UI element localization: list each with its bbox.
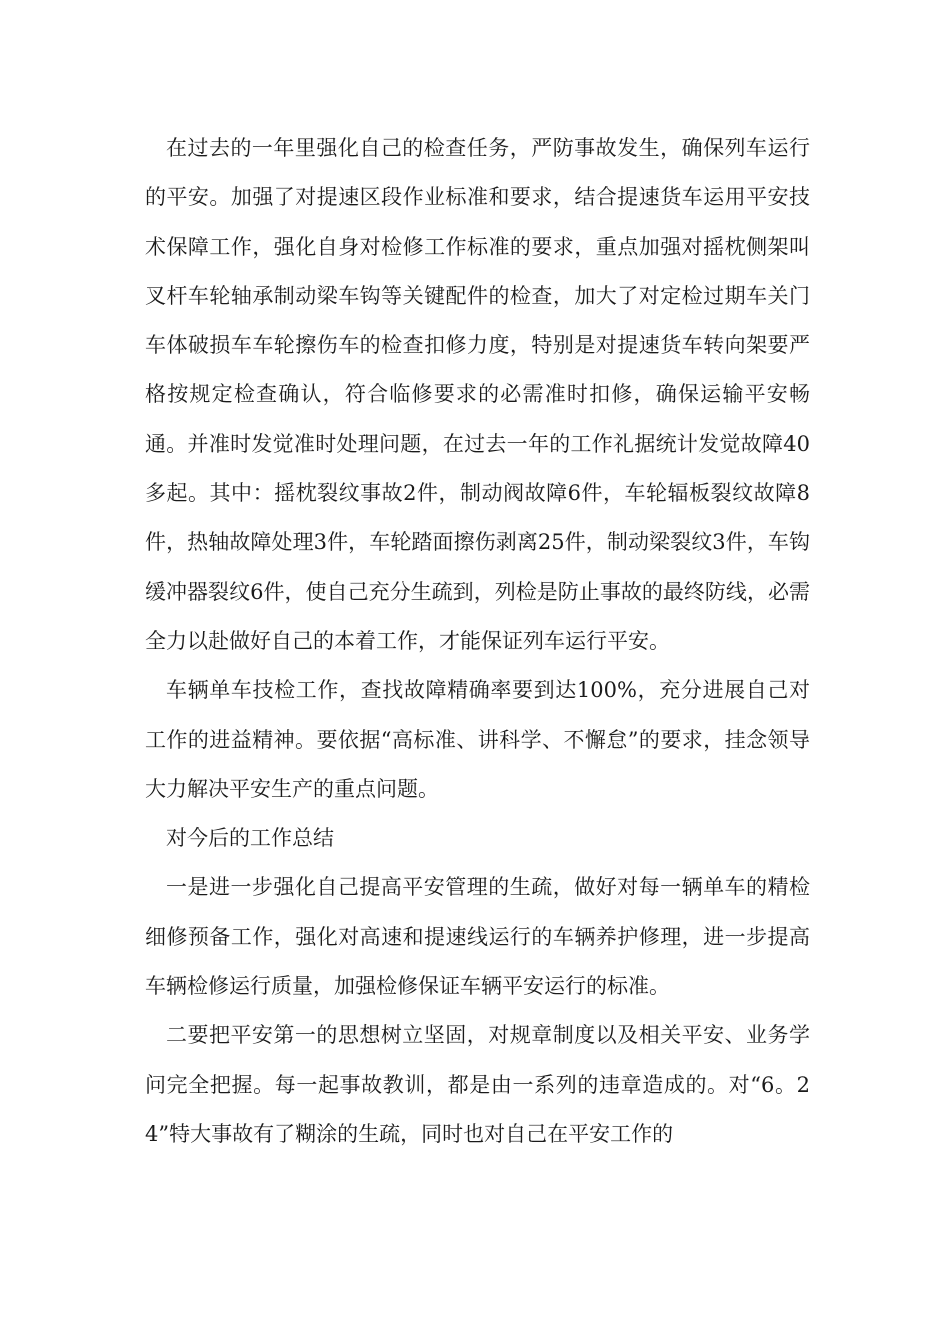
section-heading-future-work: 对今后的工作总结: [166, 826, 334, 851]
paragraph-point-two: 二要把平安第一的思想树立坚固，对规章制度以及相关平安、业务学问完全把握。每一起事故教训，都是由一系列的违章造成的。对“6。24”特大事故有了糊涂的生疏，同时也对自己在平安工作的: [145, 1023, 810, 1146]
paragraph-point-one: 一是进一步强化自己提高平安管理的生疏，做好对每一辆单车的精检细修预备工作，强化对高速和提速线运行的车辆养护修理，进一步提高车辆检修运行质量，加强检修保证车辆平安运行的标准。: [145, 875, 810, 999]
paragraph-vehicle-inspection: 车辆单车技检工作，查找故障精确率要到达100%，充分进展自己对工作的进益精神。要依据“高标准、讲科学、不懈怠”的要求，挂念领导大力解决平安生产的重点问题。: [145, 678, 810, 801]
document-body: [145, 124, 810, 1159]
paragraph-inspection-review: 在过去的一年里强化自己的检查任务，严防事故发生，确保列车运行的平安。加强了对提速区段作业标准和要求，结合提速货车运用平安技术保障工作，强化自身对检修工作标准的要求，重点加强对摇枕侧架叫叉杆车轮轴承制动梁车钩等关键配件的检查，加大了对定检过期车关门车体破损车车轮擦伤车的检查扣修力度，特别是对提速货车转向架要严格按规定检查确认，符合临修要求的必需准时扣修，确保运输平安畅通。并准时发觉准时处理问题，在过去一年的工作礼据统计发觉故障40多起。其中：摇枕裂纹事故2件，制动阀故障6件，车轮辐板裂纹故障8件，热轴故障处理3件，车轮踏面擦伤剥离25件，制动梁裂纹3件，车钩缓冲器裂纹6件，使自己充分生疏到，列检是防止事故的最终防线，必需全力以赴做好自己的本着工作，才能保证列车运行平安。: [145, 136, 810, 653]
